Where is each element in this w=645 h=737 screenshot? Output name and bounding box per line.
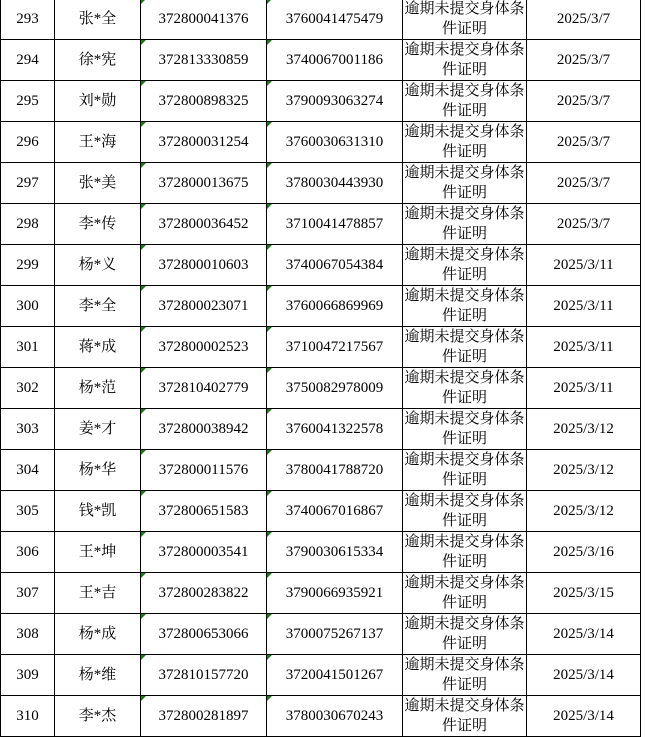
reason-cell: 逾期未提交身体条件证明 — [403, 409, 527, 450]
date-cell: 2025/3/12 — [527, 409, 641, 450]
id-number-cell: 372800023071 — [141, 286, 267, 327]
file-number-cell: 3790093063274 — [267, 81, 403, 122]
table-row — [1, 122, 641, 163]
person-name-cell: 杨*华 — [55, 450, 141, 491]
person-name-cell: 杨*范 — [55, 368, 141, 409]
row-index-cell: 307 — [1, 573, 55, 614]
records-table-body — [1, 0, 641, 737]
table-row — [1, 40, 641, 81]
table-row — [1, 532, 641, 573]
table-row — [1, 286, 641, 327]
id-number-cell: 372800041376 — [141, 0, 267, 40]
reason-cell: 逾期未提交身体条件证明 — [403, 245, 527, 286]
date-cell: 2025/3/11 — [527, 368, 641, 409]
row-index-cell: 303 — [1, 409, 55, 450]
reason-cell: 逾期未提交身体条件证明 — [403, 40, 527, 81]
file-number-cell: 3750082978009 — [267, 368, 403, 409]
person-name-cell: 李*传 — [55, 204, 141, 245]
row-index-cell: 293 — [1, 0, 55, 40]
id-number-cell: 372800010603 — [141, 245, 267, 286]
id-number-cell: 372800651583 — [141, 491, 267, 532]
file-number-cell: 3760066869969 — [267, 286, 403, 327]
person-name-cell: 蒋*成 — [55, 327, 141, 368]
person-name-cell: 徐*宪 — [55, 40, 141, 81]
table-row — [1, 368, 641, 409]
reason-cell: 逾期未提交身体条件证明 — [403, 0, 527, 40]
id-number-cell: 372800898325 — [141, 81, 267, 122]
date-cell: 2025/3/7 — [527, 40, 641, 81]
date-cell: 2025/3/11 — [527, 286, 641, 327]
reason-cell: 逾期未提交身体条件证明 — [403, 491, 527, 532]
table-row — [1, 81, 641, 122]
table-row — [1, 573, 641, 614]
id-number-cell: 372800653066 — [141, 614, 267, 655]
reason-cell: 逾期未提交身体条件证明 — [403, 204, 527, 245]
row-index-cell: 306 — [1, 532, 55, 573]
row-index-cell: 299 — [1, 245, 55, 286]
person-name-cell: 姜*才 — [55, 409, 141, 450]
id-number-cell: 372800283822 — [141, 573, 267, 614]
reason-cell: 逾期未提交身体条件证明 — [403, 573, 527, 614]
row-index-cell: 300 — [1, 286, 55, 327]
reason-cell: 逾期未提交身体条件证明 — [403, 696, 527, 737]
row-index-cell: 305 — [1, 491, 55, 532]
date-cell: 2025/3/12 — [527, 491, 641, 532]
date-cell: 2025/3/14 — [527, 655, 641, 696]
file-number-cell: 3700075267137 — [267, 614, 403, 655]
file-number-cell: 3780041788720 — [267, 450, 403, 491]
date-cell: 2025/3/7 — [527, 204, 641, 245]
table-row — [1, 163, 641, 204]
table-row — [1, 655, 641, 696]
reason-cell: 逾期未提交身体条件证明 — [403, 286, 527, 327]
date-cell: 2025/3/12 — [527, 450, 641, 491]
id-number-cell: 372800013675 — [141, 163, 267, 204]
row-index-cell: 304 — [1, 450, 55, 491]
row-index-cell: 308 — [1, 614, 55, 655]
date-cell: 2025/3/14 — [527, 696, 641, 737]
file-number-cell: 3760041322578 — [267, 409, 403, 450]
table-row — [1, 450, 641, 491]
reason-cell: 逾期未提交身体条件证明 — [403, 614, 527, 655]
row-index-cell: 295 — [1, 81, 55, 122]
date-cell: 2025/3/7 — [527, 122, 641, 163]
person-name-cell: 王*吉 — [55, 573, 141, 614]
row-index-cell: 302 — [1, 368, 55, 409]
table-row — [1, 245, 641, 286]
date-cell: 2025/3/7 — [527, 0, 641, 40]
person-name-cell: 王*海 — [55, 122, 141, 163]
reason-cell: 逾期未提交身体条件证明 — [403, 122, 527, 163]
person-name-cell: 杨*成 — [55, 614, 141, 655]
date-cell: 2025/3/7 — [527, 163, 641, 204]
row-index-cell: 297 — [1, 163, 55, 204]
date-cell: 2025/3/14 — [527, 614, 641, 655]
file-number-cell: 3740067001186 — [267, 40, 403, 81]
person-name-cell: 刘*勋 — [55, 81, 141, 122]
row-index-cell: 298 — [1, 204, 55, 245]
person-name-cell: 张*全 — [55, 0, 141, 40]
person-name-cell: 张*美 — [55, 163, 141, 204]
id-number-cell: 372800011576 — [141, 450, 267, 491]
file-number-cell: 3710041478857 — [267, 204, 403, 245]
file-number-cell: 3760030631310 — [267, 122, 403, 163]
row-index-cell: 294 — [1, 40, 55, 81]
reason-cell: 逾期未提交身体条件证明 — [403, 327, 527, 368]
person-name-cell: 杨*义 — [55, 245, 141, 286]
reason-cell: 逾期未提交身体条件证明 — [403, 450, 527, 491]
date-cell: 2025/3/15 — [527, 573, 641, 614]
reason-cell: 逾期未提交身体条件证明 — [403, 81, 527, 122]
person-name-cell: 杨*维 — [55, 655, 141, 696]
id-number-cell: 372813330859 — [141, 40, 267, 81]
person-name-cell: 李*全 — [55, 286, 141, 327]
file-number-cell: 3740067054384 — [267, 245, 403, 286]
id-number-cell: 372810157720 — [141, 655, 267, 696]
row-index-cell: 310 — [1, 696, 55, 737]
file-number-cell: 3760041475479 — [267, 0, 403, 40]
reason-cell: 逾期未提交身体条件证明 — [403, 532, 527, 573]
date-cell: 2025/3/11 — [527, 327, 641, 368]
date-cell: 2025/3/11 — [527, 245, 641, 286]
id-number-cell: 372810402779 — [141, 368, 267, 409]
date-cell: 2025/3/16 — [527, 532, 641, 573]
id-number-cell: 372800031254 — [141, 122, 267, 163]
row-index-cell: 296 — [1, 122, 55, 163]
id-number-cell: 372800002523 — [141, 327, 267, 368]
table-row — [1, 0, 641, 40]
id-number-cell: 372800038942 — [141, 409, 267, 450]
person-name-cell: 王*坤 — [55, 532, 141, 573]
person-name-cell: 李*杰 — [55, 696, 141, 737]
file-number-cell: 3740067016867 — [267, 491, 403, 532]
reason-cell: 逾期未提交身体条件证明 — [403, 368, 527, 409]
file-number-cell: 3720041501267 — [267, 655, 403, 696]
table-row — [1, 696, 641, 737]
table-row — [1, 409, 641, 450]
file-number-cell: 3780030443930 — [267, 163, 403, 204]
row-index-cell: 301 — [1, 327, 55, 368]
table-row — [1, 491, 641, 532]
id-number-cell: 372800036452 — [141, 204, 267, 245]
file-number-cell: 3780030670243 — [267, 696, 403, 737]
table-row — [1, 614, 641, 655]
person-name-cell: 钱*凯 — [55, 491, 141, 532]
table-row — [1, 204, 641, 245]
file-number-cell: 3790030615334 — [267, 532, 403, 573]
reason-cell: 逾期未提交身体条件证明 — [403, 163, 527, 204]
date-cell: 2025/3/7 — [527, 81, 641, 122]
table-row — [1, 327, 641, 368]
id-number-cell: 372800281897 — [141, 696, 267, 737]
file-number-cell: 3710047217567 — [267, 327, 403, 368]
row-index-cell: 309 — [1, 655, 55, 696]
reason-cell: 逾期未提交身体条件证明 — [403, 655, 527, 696]
file-number-cell: 3790066935921 — [267, 573, 403, 614]
id-number-cell: 372800003541 — [141, 532, 267, 573]
